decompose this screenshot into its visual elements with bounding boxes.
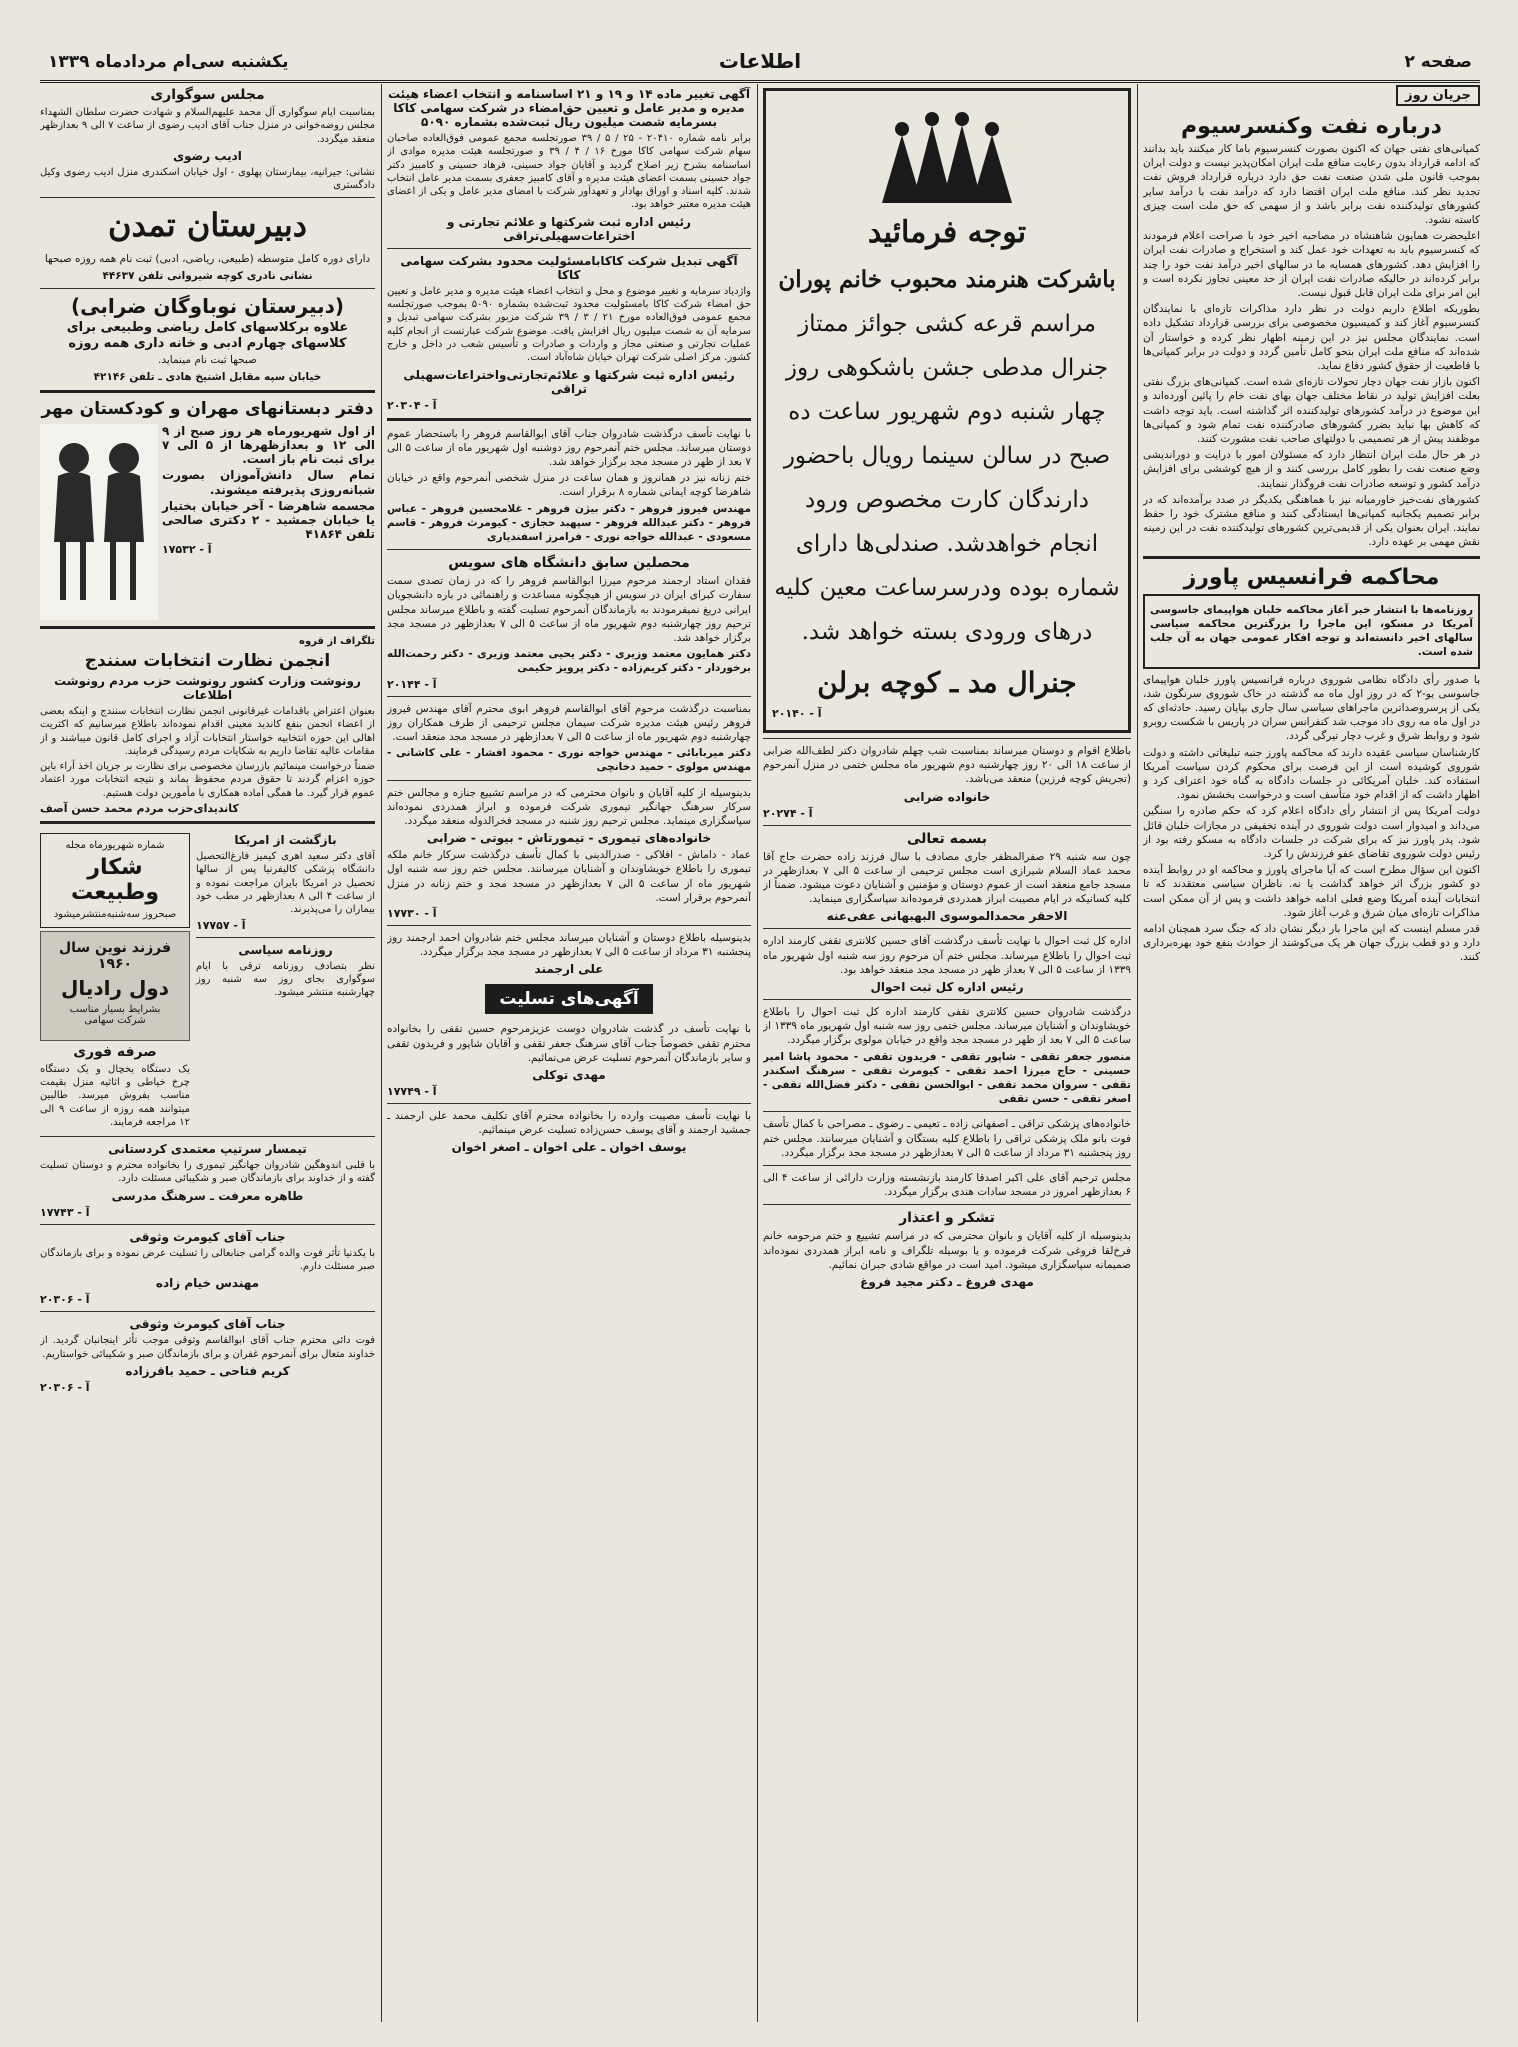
school-text: تمام سال دانش‌آموزان بصورت شبانه‌روزی پذیرفته میشوند.: [162, 468, 375, 497]
article-title-oil: درباره نفت وکنسرسیوم: [1181, 114, 1442, 139]
telegram-text: بعنوان اعتراض باقدامات غیرقانونی انجمن نظارت انتخابات سنندج و اینکه بعضی از اعضاء انجمن بنفع کاندید معینی اقدام نموده‌اند باطلاع میرسانیم که اکثریت اهالی این حوزه انتخابیه خواستار انتخابات آزاد و اجرای کامل قانون میباشند و از مقامات عالیه تقاضا داریم به شکایات مردم رسیدگی فرمایند.: [40, 706, 375, 757]
return-heading: بازگشت از امریکا: [234, 833, 337, 848]
school-code: آ - ۱۷۵۳۲: [162, 543, 212, 557]
article-paragraph: دولت آمریکا پس از انتشار رأی دادگاه اعلام کرد که حکم صادره را سنگین می‌داند و امیدوار است دولت شوروی در آینده تخفیفی در مجازات خلبان قائل شود. پدر پاورز نیز که برای شرکت در جلسات دادگاه به مسکو رفته بود از رئیس دولت شوروی تقاضای عفو فرزندش را کرد.: [1143, 805, 1480, 860]
magazine-subtitle: صبحروز سه‌شنبه‌منتشرمیشود: [53, 909, 177, 921]
bottom-ads-left: [40, 830, 190, 1131]
legal-notice-heading: آگهی تغییر ماده ۱۴ و ۱۹ و ۲۱ اساسنامه و انتخاب اعضاء هیئت مدیره و مدیر عامل و تعیین حق‌امضاء در شرکت سهامی کاکا بسرمایه شصت میلیون ریال ثبت‌شده بشماره ۵۰۹۰: [387, 87, 751, 129]
divider: [1143, 556, 1480, 559]
telegram-title: انجمن نظارت انتخابات سنندج: [84, 651, 331, 671]
legal-notice-signature: رئیس اداره ثبت شرکتها و علائم تجارتی و اختراعات‌سهیلی‌تراقی: [447, 214, 691, 243]
condolence-text: با قلبی اندوهگین شادروان جهانگیر تیموری را بخانواده محترم و دوستان تسلیت گفته و از خداوند برای بازماندگان صبر و شکیبائی مسئلت دارد.: [40, 1160, 375, 1185]
telegram-subtitle: رونوشت وزارت کشور رونوشت حزب مردم رونوشت اطلاعات: [54, 674, 361, 702]
notice-signature: مهندس فیروز فروهر - دکتر بیژن فروهر - غلامحسین فروهر - عباس فروهر - دکتر عبدالله فروهر - سپهبد حجازی - کیومرث فروهر - قاسم مسعودی - عبدالله خواجه نوری - فرامرز اسفندیاری: [387, 502, 751, 543]
condolence-signature: طاهره معرفت ـ سرهنگ مدرسی: [111, 1188, 304, 1203]
magazine-ad: [40, 833, 190, 928]
notice-text: اداره کل ثبت احوال با نهایت تأسف درگذشت آقای حسین کلانتری تقفی کارمند اداره ثبت احوال را باطلاع میرساند. مجلس ختم آن مرحوم روز سه شنبه اول شهریور ماه ۱۳۳۹ از ساعت ۵ الی ۷ بعداز ظهر در مسجد مجد منعقد خواهد بود.: [763, 935, 1131, 976]
notice-signature: دکتر همایون معتمد وزیری - دکتر یحیی معتمد وزیری - دکتر رحمت‌الله برخوردار - دکتر کریم‌زاده - دکتر پرویز حکیمی: [387, 648, 751, 675]
notice-text: ختم زنانه نیز در همانروز و همان ساعت در منزل شخصی آنمرحوم واقع در خیابان شاهرضا کوچه ایمانی شماره ۸ برقرار است.: [387, 472, 751, 499]
legal-notice-code: آ - ۲۰۳۰۴: [387, 398, 437, 412]
telegram-signature: کاندیدای‌حزب مردم محمد حسن آصف: [40, 802, 239, 816]
condolence-signature: کریم فتاحی ـ حمید باقرزاده: [125, 1363, 290, 1378]
legal-notice-text: برابر نامه شماره ۲۰۴۱۰ - ۲۵ / ۵ / ۳۹ صورتجلسه مجمع عمومی فوق‌العاده صاحبان سهام شرکت سهامی کاکا مورخ ۱۶ / ۴ / ۳۹ و صورتجلسه هیئت مدیره موادی از اساسنامه بشرح زیر اصلاح گردید و آقایان جواد حسینی، فرهاد حسینی و کامبیز دکتر جواد حسینی بسمت اعضای هیئت مدیره و آقای کامبیز جعفری بسمت مدیر عامل انتخاب شدند. کلیه اسناد و اوراق بهادار و تعهدآور شرکت با امضای مدیر عامل و یکی از اعضای هیئت مدیره معتبر خواهد بود.: [387, 133, 751, 211]
newspaper-name: اطلاعات: [718, 49, 802, 73]
article-paragraph: کمپانی‌های نفتی جهان که اکنون بصورت کنسرسیوم باما کار میکنند باید بدانند که ادامه قرارداد بدون رعایت منافع ملت ایران امکان‌پذیر نیست و دولت ایران بموجب قانون ملی شدن صنعت نفت حق دارد درباره قرارداد فروش نفت تجدید نظر کند. منافع ملت ایران اقتضا دارد که درآمد نفت با درآمد سایر کشورهای تولیدکننده نفت برابر باشد و از سهمی که حق ملت است چیزی کاسته نشود.: [1143, 143, 1480, 227]
article-paragraph: اکنون این سؤال مطرح است که آیا ماجرای پاورز و محاکمه او در روابط آینده دو کشور بزرگ اثر خواهد گذاشت یا نه. ناظران سیاسی معتقدند که تا انتخابات آینده آمریکا وضع فعلی ادامه خواهد داشت و پس از آن ممکن است مذاکرات تازه‌ای میان شرق و غرب آغاز شود.: [1143, 864, 1480, 919]
school-title: دفتر دبستانهای مهران و کودکستان مهر: [41, 398, 374, 419]
refrigerator-ad-line: بشرایط بسیار مناسب: [69, 1003, 161, 1015]
condolence-text: فوت دائی محترم جناب آقای ابوالقاسم وثوقی موجب تأثر اینجانبان گردید. از خداوند متعال برای آنمرحوم غفران و برای بازماندگان صبر و شکیبائی خواستاریم.: [40, 1335, 375, 1360]
notice-signature: الاحقر محمدالموسوی البهبهانی عفی‌عنه: [826, 909, 1068, 924]
legal-notice-signature: رئیس اداره ثبت شرکتها و علائم‌تجارتی‌واختراعات‌سهیلی‌ تراقی: [403, 367, 735, 396]
ad-line: دارندگان کارت مخصوص ورود: [804, 487, 1090, 513]
refrigerator-ad-line: شرکت سهامی: [84, 1014, 146, 1026]
bottom-ads-row: [40, 830, 375, 1131]
notice-text: عماد - داماش - افلاکی - صدرالدینی با کمال تأسف درگذشت سرکار خانم ملکه تیموری را باطلاع خویشاوندان و آشنایان میرسانند. مجلس ختم روز سه شنبه اول شهریور ماه از ساعت ۵ الی ۷ بعدازظهر در مسجد مجد و ختم زنانه در منزل آنمرحوم برقرار است.: [387, 849, 751, 904]
article-paragraph: در هر حال ملت ایران انتظار دارد که مسئولان امور با درایت و دوراندیشی وضع صنعت نفت را بطور کامل بررسی کنند و از هیچ کوششی برای افزایش درآمد کشور و توسعه صادرات نفت فروگذار ننمایند.: [1143, 449, 1480, 490]
issue-date: یکشنبه سی‌ام مردادماه ۱۳۳۹: [48, 52, 289, 72]
ad-line: درهای ورودی بسته خواهد شد.: [801, 619, 1093, 645]
refrigerator-ad: [40, 931, 190, 1041]
notice-text: با نهایت تأسف مصیبت وارده را بخانواده محترم آقای تکلیف محمد علی ارجمند ـ جمشید ارجمند و آقای یوسف حسن‌زاده تسلیت عرض مینمائیم.: [387, 1110, 751, 1137]
article-paragraph: اعلیحضرت همایون شاهنشاه در مصاحبه اخیر خود با صراحت اعلام فرمودند که کنسرسیوم باید به تعهدات خود عمل کند و استخراج و صادرات نفت ایران را افزایش دهد. کشورهای همسایه ما در سالهای اخیر درآمد نفت خود را چند برابر کرده‌اند در حالیکه صادرات نفت ایران از حد معینی تجاوز نکرده است و این امر برای ملت ایران قابل قبول نیست.: [1143, 230, 1480, 300]
notice-code: آ - ۱۷۷۳۰: [387, 907, 437, 921]
legal-notice-text: واژدیاد سرمایه و تغییر موضوع و محل و انتخاب اعضاء هیئت مدیره و مدیر عامل و تعیین حق امضاء شرکت کاکا بامسئولیت محدود ثبت‌شده بشماره ۵۰۹۰ بموجب صورتجلسه مجمع عمومی فوق‌العاده مورخ ۲۱ / ۳ / ۳۹ شرکت مزبور بشرکت سهامی تبدیل و سرمایه آن به شصت میلیون ریال افزایش یافت. موضوع شرکت عبارتست از انجام کلیه عملیات تجارتی و صنعتی مجاز و واردات و صادرات و تأسیس شعب در داخل و خارج کشور. مرکز اصلی شرکت تهران خیابان شاه‌آباد است.: [387, 285, 751, 364]
notice-signature: خانواده‌های تیموری - تیمورتاش - بیوتی - ضرابی: [426, 831, 712, 846]
notice-text: بمناسبت درگذشت مرحوم آقای ابوالقاسم فروهر ابوی محترم آقای مهندس فیروز فروهر رئیس هیئت مدیره شرکت سیمان مجلس ترحیمی از طرف همکاران روز چهارشنبه دوم شهریور ماه از ساعت ۵ الی ۷ بعدازظهر در مسجد مجد منعقد است.: [387, 702, 751, 744]
refrigerator-ad-line: دول راديال: [60, 975, 170, 1000]
condolence-banner: آگهی‌های تسلیت: [485, 984, 652, 1014]
school-ad-body: [40, 422, 375, 620]
school-address: نشانی نادری کوچه شیروانی تلفن ۴۴۶۳۷: [102, 269, 313, 282]
notice-names: منصور جعفر تقفی - شاپور تقفی - فریدون تقفی - محمود پاشا امیر حسینی - حاج میرزا احمد تقفی - کیومرث تقفی - سرهنگ اسکندر تقفی - سروان محمد تقفی - ابوالحسن تقفی - دکتر فضل‌الله تقفی - اصغر تقفی - حسن تقفی: [763, 1050, 1131, 1106]
notice-code: آ - ۱۷۷۴۹: [387, 1085, 437, 1099]
school-address: خیابان سپه مقابل اشنیخ هادی ـ تلفن ۴۲۱۴۶: [93, 370, 322, 383]
notice-text: باطلاع اقوام و دوستان میرساند بمناسبت شب چهلم شادروان دکتر لطف‌الله ضرابی از ساعت ۱۸ الی ۲۰ روز چهارشنبه دوم شهریور ماه مجلس ختمی در منزل آنمرحوم (تجریش کوچه فرزین) منعقد می‌باشد.: [763, 745, 1131, 786]
notice-signature: خانواده ضرابی: [903, 789, 991, 804]
notice-text: خانواده‌های پزشکی تراقی ـ اصفهانی زاده ـ تعیمی ـ رضوی ـ مصراحی با کمال تأسف فوت بانو ملک پزشکی تراقی را باطلاع کلیه بستگان و آشنایان میرسانند. مجلس ختم روز پنجشنبه ۳۱ مرداد از ساعت ۵ الی ۷ بعدازظهر در مسجد مجد برگزار میگردد.: [763, 1118, 1131, 1159]
article-lead: روزنامه‌ها با انتشار خبر آغاز محاکمه خلبان هواپیمای جاسوسی آمریکا در مسکو، این ماجرا را بزرگترین محاکمه سیاسی سالهای اخیر دانسته‌اند و توجه افکار عمومی جهان به آن جلب شده است.: [1150, 603, 1473, 659]
ad-signature: جنرال مد ـ کوچه برلن: [817, 666, 1077, 699]
return-text: آقای دکتر سعید اهری کیمیز فارغ‌التحصیل دانشگاه پزشکی کالیفرنیا پس از سالها تحصیل در امریکا بایران مراجعت نموده و از ساعت ۴ الی ۸ بعدازظهر در مطب خود بیماران را می‌پذیرند.: [196, 851, 375, 916]
column-3: [387, 84, 751, 2024]
notice-signature: یوسف اخوان ـ علی اخوان ـ اصغر اخوان: [451, 1140, 687, 1155]
condolence-heading: جناب آقای کیومرث وثوقی: [129, 1317, 286, 1332]
notice-text: مجلس ترحیم آقای علی اکبر اصدقا کارمند بازنشسته وزارت دارائی از ساعت ۴ الی ۶ بعدازظهر امروز در مسجد سادات هندی برگزار میگردد.: [763, 1172, 1131, 1199]
notice-heading: مجلس سوگواری: [150, 87, 265, 103]
condolence-heading: تیمسار سرتیپ معتمدی کردستانی: [108, 1142, 307, 1157]
notice-signature: مهدی توکلی: [532, 1068, 606, 1083]
notice-text: چون سه شنبه ۲۹ صفرالمظفر جاری مصادف با سال فرزند زاده حضرت حاج آقا محمد عماد السلام شیرازی است مجلس ترحیمی از ساعت ۵ الی ۷ بعدازظهر در مسجد جامع منعقد است از عموم دوستان و مؤمنین و آشنایان دعوت میشود. ضمناً از کلیه کسانیکه در ایام مصیبت ابراز همدردی فرموده‌اند سپاسگزاری مینماید.: [763, 850, 1131, 906]
article-paragraph: کشورهای نفت‌خیز خاورمیانه نیز با هماهنگی یکدیگر در صدد برآمده‌اند که در برابر تصمیم یکجانبه کمپانی‌ها ایستادگی کنند و منافع مشترک خود را حفظ نمایند. ایران بعنوان یکی از قدیمی‌ترین کشورهای تولیدکننده نفت در این زمینه نقش مهمی بر عهده دارد.: [1143, 493, 1480, 549]
school-title: (دبیرستان نوباوگان ضرابی): [70, 293, 345, 318]
notice-text: بمناسبت ایام سوگواری آل محمد علیهم‌السلام و شهادت حضرت سلطان الشهداء مجلس روضه‌خوانی در منزل جناب آقای ادیب رضوی از ساعت ۷ الی ۹ بعدازظهر منعقد میگردد.: [40, 107, 375, 145]
newspaper-notice-text: نظر بتصادف روزنامه ترقی با ایام سوگواری بجای روز سه شنبه روز چهارشنبه منتشر میشود.: [196, 960, 375, 999]
school-text: از اول شهریورماه هر روز صبح از ۹ الی ۱۲ و بعدازظهرها از ۵ الی ۷ برای ثبت نام باز است.: [162, 423, 375, 467]
ad-line: انجام خواهدشد. صندلی‌ها دارای: [795, 531, 1099, 557]
article-paragraph: قدر مسلم اینست که این ماجرا بار دیگر نشان داد که جنگ سرد همچنان ادامه دارد و دو قطب بزرگ جهان هر یک می‌کوشند از حوادث بنفع خود بهره‌برداری کنند.: [1143, 922, 1480, 964]
general-mode-ad: [763, 88, 1131, 733]
legal-notice-heading: آگهی تبدیل شرکت کاکابامسئولیت محدود بشرکت سهامی کاکا: [400, 253, 738, 282]
article-paragraph: اکنون بازار نفت جهان دچار تحولات تازه‌ای شده است. کمپانی‌های بزرگ نفتی بعلت افزایش تولید در نقاط مختلف جهان بهای نفت خام را پائین آورده‌اند و این موضوع در درآمد کشورهای تولیدکننده اثر گذاشته است. باید توجه داشت که کاهش بها نباید بضرر کشورهای صادرکننده نفت تمام شود و کمپانی‌ها موظفند پیش از هر تصمیمی با دولتهای صاحب نفت مشورت کنند.: [1143, 376, 1480, 446]
notice-code: آ - ۲۰۱۴۴: [387, 677, 437, 691]
magazine-heading: شماره شهریورماه مجله: [65, 840, 165, 852]
ad-line: صبح در سالن سینما رویال باحضور: [783, 443, 1111, 469]
condolence-text: با یکدنیا تأثر فوت والده گرامی جنابعالی را تسلیت عرض نموده و برای بازماندگان صبر مسئلت دارم.: [40, 1247, 375, 1273]
return-code: آ - ۱۷۷۵۷: [196, 918, 246, 932]
newspaper-notice-heading: روزنامه سیاسی: [238, 942, 333, 957]
notice-text: با نهایت تأسف در گذشت شادروان دوست عزیزمرحوم حسین تقفی را بخانواده محترم تقفی خصوصاً جناب آقای سرهنگ جعفر تقفی و آقایان شاپور و فریدون تقفی و سایر بازماندگان آنمرحوم تسلیت عرض می‌نمائیم.: [387, 1023, 751, 1064]
article-paragraph: بطوریکه اطلاع داریم دولت در نظر دارد مذاکرات تازه‌ای با نمایندگان کنسرسیوم آغاز کند و کمیسیون مخصوصی برای بررسی قرارداد تشکیل داده است. نمایندگان مجلس نیز در این زمینه اظهار نظر کرده و خواستار آن شده‌اند که منافع ملت ایران بنحو کامل تأمین گردد و دولت در برابر کمپانی‌ها با قاطعیت از حقوق کشور دفاع نماید.: [1143, 303, 1480, 373]
notice-signature: رئیس اداره کل ثبت احوال: [870, 980, 1024, 995]
school-address: مجسمه شاهرضا - آخر خیابان بختیار یا خیابان جمشید - ۲ دکتری صالحی تلفن ۴۱۸۶۴: [162, 498, 375, 542]
article-title-powers: محاکمه فرانسیس پاورز: [1183, 564, 1440, 590]
notice-text: بدینوسیله از کلیه آقایان و بانوان محترمی که در مراسم تشییع جنازه و مجالس ختم سرکار سرهنگ جهانگیر تیموری شرکت فرموده و ابراز همدردی نموده‌اند سپاسگزاری مینماید. مجلس ترحیم روز شنبه در مسجد فخرالدوله منعقد میگردد.: [387, 786, 751, 828]
school-text: صبحها ثبت نام مینماید.: [158, 354, 257, 367]
figures-illustration-icon: [872, 105, 1022, 209]
notice-code: آ - ۲۰۲۷۴: [763, 806, 813, 820]
column-rule: [757, 84, 758, 2022]
notice-text: فقدان استاد ارجمند مرحوم میرزا ابوالقاسم فروهر را که در زمان تصدی سمت سفارت کبرای ایران در سویس از هیچگونه مساعدت و راهنمائی در باره دانشجویان ایرانی دریغ نمیفرمودند به بازماندگان آنمرحوم تسلیت گفته و باطلاع میرساند مجلس ترحیم روز چهارشنبه دوم شهریور ماه از ساعت ۵ الی ۷ بعدازظهر در مسجد مجد برگزار خواهد شد.: [387, 575, 751, 644]
notice-address: نشانی: جیرانیه، بیمارستان پهلوی - اول خیابان اسکندری منزل ادیب رضوی وکیل دادگستری: [40, 166, 375, 192]
magazine-title: شکار وطبیعت: [70, 855, 160, 906]
column-rule: [381, 84, 382, 2022]
article-paragraph: با صدور رأی دادگاه نظامی شوروی درباره فرانسیس پاورز خلبان هواپیمای جاسوسی یو-۲ که در روز اول ماه مه گذشته در خاک شوروی سرنگون شد، یکی از پرسروصداترین ماجراهای سیاسی سال جاری بپایان رسید. حادثه‌ای که در اول ماه مه روی داد موجب شد کنفرانس سران در پاریس با شکست روبرو شود و روابط شرق و غرب دچار تیرگی گردد.: [1143, 673, 1480, 743]
page-number: صفحه ۲: [1404, 52, 1472, 72]
article-paragraph: کارشناسان سیاسی عقیده دارند که محاکمه پاورز جنبه تبلیغاتی داشته و دولت شوروی کوشیده است از این فرصت برای محکوم کردن سیاست آمریکا استفاده کند. خلبان آمریکائی در جلسات دادگاه به گناه خود اعتراف کرد و اظهار داشت که از اقدام خود متأسف است و درخواست بخشش نمود.: [1143, 746, 1480, 802]
condolence-code: آ - ۱۷۷۴۳: [40, 1205, 90, 1219]
notice-text: بدینوسیله از کلیه آقایان و بانوان محترمی که در مراسم تشییع و ختم مرحومه خانم فرخ‌لقا فروغی شرکت فرموده و یا بوسیله تلگراف و نامه ابراز همدردی نموده‌اند صمیمانه سپاسگزاری میشود. امید است در مواقع شادی جبران نمائیم.: [763, 1230, 1131, 1271]
bottom-ads-right: [196, 830, 375, 1131]
ad-code: آ - ۲۰۱۴۰: [772, 707, 822, 720]
condolence-heading: جناب آقای کیومرث وثوقی: [129, 1229, 286, 1244]
column-rule: [1137, 84, 1138, 2022]
school-text: دارای دوره کامل متوسطه (طبیعی، ریاضی، ادبی) ثبت نام همه روزه صبحها: [44, 253, 371, 266]
notice-signature: دکتر میربابائی - مهندس خواجه نوری - محمود افشار - علی کاشانی - مهندس مولوی - حمید دخانچی: [387, 747, 751, 774]
column-4: [40, 84, 375, 2024]
column-2: [763, 84, 1131, 2024]
condolence-signature: مهندس خیام زاده: [155, 1276, 260, 1291]
kiosk-label: جریان روز: [1143, 84, 1480, 106]
page-header: [40, 46, 1480, 83]
refrigerator-ad-line: فرزند نوین سال ۱۹۶۰: [58, 939, 172, 972]
sale-title: صرفه فوری: [73, 1043, 157, 1060]
condolence-code: آ - ۲۰۳۰۶: [40, 1380, 90, 1394]
children-photo-icon: [40, 424, 158, 620]
telegram-text: ضمناً درخواست مینمائیم بازرسان مخصوصی برای نظارت بر جریان اخذ آراء باین حوزه اعزام گردند تا حقوق مردم محفوظ بماند و نتیجه انتخابات مورد اعتماد عموم قرار گیرد. ما همگی آماده همکاری با مأمورین دولت هستیم.: [40, 761, 375, 799]
ad-line: مراسم قرعه کشی جوائز ممتاز: [798, 311, 1096, 337]
notice-text: با نهایت تأسف درگذشت شادروان جناب آقای ابوالقاسم فروهر را باستحضار عموم دوستان میرساند. مجلس ختم آنمرحوم روز دوشنبه اول شهریور ماه از ساعت ۵ الی ۷ بعد از ظهر در مسجد مجد برگزار خواهد شد.: [387, 427, 751, 468]
notice-text: بدینوسیله باطلاع دوستان و آشنایان میرساند مجلس ختم شادروان احمد ارجمند روز پنجشنبه ۳۱ مرداد از ساعت ۵ الی ۷ بعدازظهر در مسجد مجد برگزار میگردد.: [387, 932, 751, 959]
ad-line: باشرکت هنرمند محبوب خانم پوران: [778, 266, 1116, 293]
school-title: دبیرستان تمدن: [107, 206, 308, 245]
telegram-label: تلگراف از قروه: [299, 635, 375, 647]
notice-signature: مهدی فروغ ـ دکتر مجید فروغ: [860, 1275, 1034, 1290]
ad-line: چهار شنبه دوم شهریور ساعت ده: [788, 399, 1106, 425]
notice-heading: تشکر و اعتذار: [899, 1210, 995, 1227]
school-text: علاوه برکلاسهای کامل ریاضی وطبیعی برای: [66, 319, 349, 335]
notice-heading: محصلین سابق دانشگاه های سویس: [448, 555, 690, 572]
notice-heading: بسمه تعالی: [906, 830, 988, 847]
ad-title: توجه فرمائید: [867, 215, 1027, 250]
notice-text: درگذشت شادروان حسین کلانتری تقفی کارمند اداره کل ثبت احوال را باطلاع خویشاوندان و آشنایان میرساند. مجلس ختمی روز سه شنبه اول شهریور ماه ۱۳۳۹ از ساعت ۵ الی ۷ بعد از ظهر در مسجد مجد واقع در خیابان مولوی برگزار میگردد.: [763, 1006, 1131, 1047]
notice-signature: علی ارجمند: [534, 962, 604, 977]
notice-signature: ادیب رضوی: [173, 148, 242, 163]
article-lead-box: [1143, 594, 1480, 669]
column-1: [1143, 84, 1480, 2024]
ad-line: جنرال مدطی جشن باشکوهی روز: [785, 355, 1109, 381]
school-text: کلاسهای چهارم ادبی و خانه داری همه روزه: [68, 336, 347, 352]
ad-line: شماره بوده ودرسرساعت معین کلیه: [774, 575, 1120, 601]
condolence-code: آ - ۲۰۳۰۶: [40, 1293, 90, 1307]
sale-text: یک دستگاه یخچال و یک دستگاه چرخ خیاطی و اثاثیه منزل بقیمت مناسب بفروش میرسد. طالبین میتوانند همه روزه از ساعت ۹ الی ۱۲ مراجعه فرمایند.: [40, 1063, 190, 1128]
